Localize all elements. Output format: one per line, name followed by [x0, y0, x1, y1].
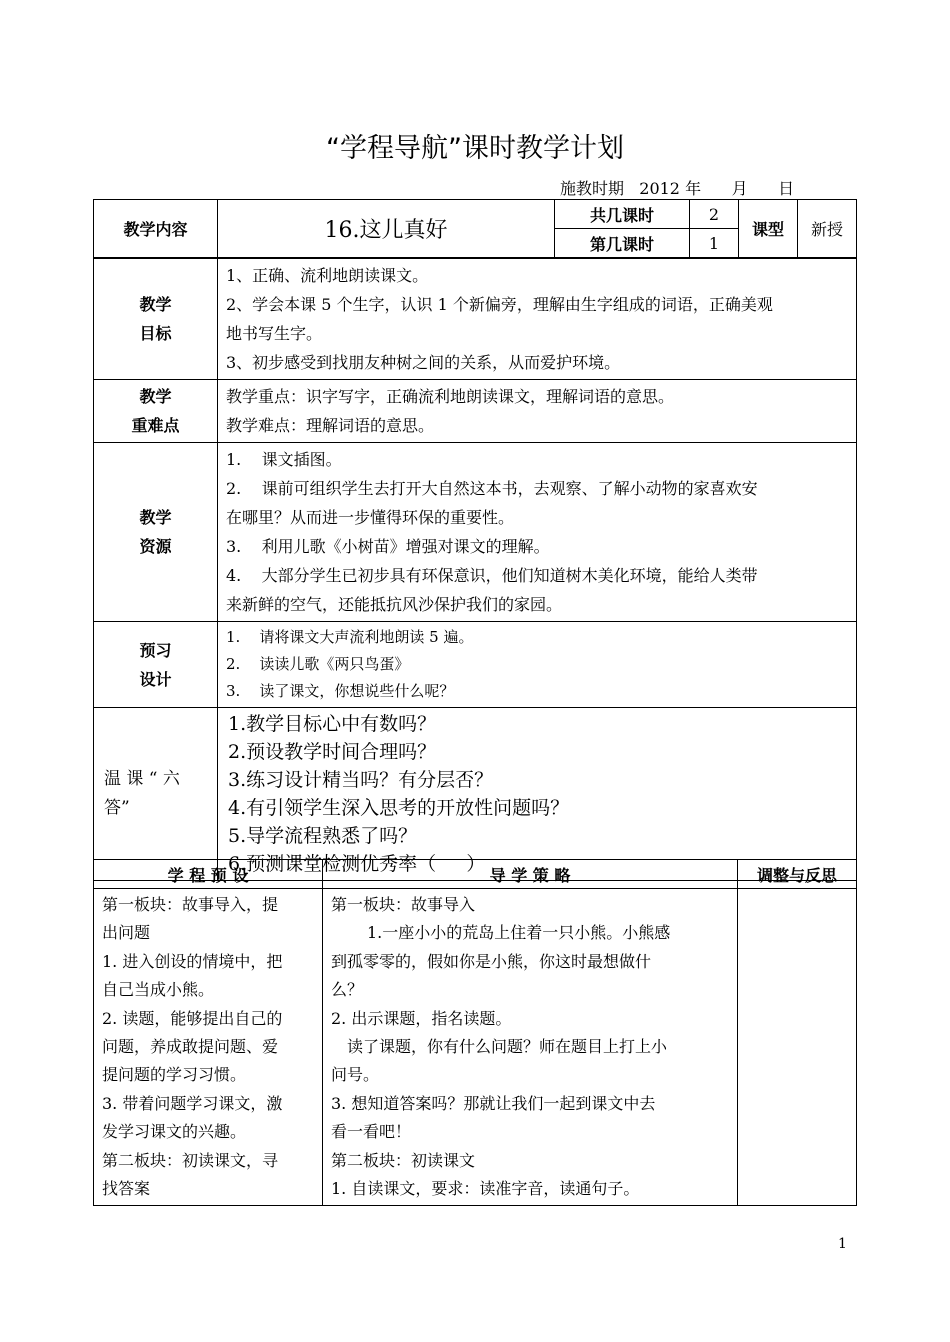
resources-content: [218, 443, 857, 622]
goal-line: 1、正确、流利地朗读课文。: [226, 266, 429, 285]
review-label: 温 课 “ 六 答”: [94, 708, 218, 881]
reflection-column: [738, 889, 857, 1206]
goals-row: [94, 259, 857, 380]
strategy-column: [323, 889, 738, 1206]
header-table: [93, 199, 857, 258]
strategy-line: 1. 自读课文，要求：读准字音，读通句子。: [331, 1179, 640, 1199]
preview-line: 2. 读读儿歌《两只鸟蛋》: [226, 655, 410, 673]
resource-line: 在哪里？从而进一步懂得环保的重要性。: [226, 508, 515, 527]
strategy-line: 第二板块：初读课文: [331, 1150, 476, 1170]
learning-line: 3. 带着问题学习课文，激: [102, 1093, 283, 1113]
preview-line: 1. 请将课文大声流利地朗读 5 遍。: [226, 628, 474, 646]
key-point-line: 教学难点：理解词语的意思。: [226, 416, 435, 435]
strategy-line: 3. 想知道答案吗？那就让我们一起到课文中去: [331, 1093, 656, 1113]
nth-period-label: 第几课时: [555, 229, 690, 258]
review-question: 3.练习设计精当吗？有分层否？: [228, 769, 494, 791]
lesson-type-label: 课型: [739, 200, 798, 258]
review-question: 5.导学流程熟悉了吗？: [228, 825, 418, 847]
preview-row: [94, 622, 857, 708]
learning-column: [94, 889, 323, 1206]
total-periods-label: 共几课时: [555, 200, 690, 229]
resources-row: [94, 443, 857, 622]
plan-info-table: [93, 258, 857, 881]
key-point-line: 教学重点：识字写字，正确流利地朗读课文，理解词语的意思。: [226, 387, 675, 406]
plan-table: [93, 859, 857, 1206]
goal-line: 2、学会本课 5 个生字，认识 1 个新偏旁，理解由生字组成的词语，正确美观: [226, 295, 773, 314]
resource-line: 4. 大部分学生已初步具有环保意识，他们知道树木美化环境，能给人类带: [226, 566, 758, 585]
learning-line: 1. 进入创设的情境中，把: [102, 951, 283, 971]
key-points-label: 教学 重难点: [94, 380, 218, 443]
learning-line: 自己当成小熊。: [102, 980, 215, 1000]
key-points-row: [94, 380, 857, 443]
review-question: 6.预测课堂检测优秀率（ ）: [228, 853, 486, 875]
resources-label: 教学 资源: [94, 443, 218, 622]
strategy-line: 么？: [331, 980, 364, 1000]
strategy-line: 第一板块：故事导入: [331, 895, 476, 914]
strategy-line: 读了课题，你有什么问题？师在题目上打上小: [347, 1037, 668, 1057]
preview-label: 预习 设计: [94, 622, 218, 708]
learning-line: 出问题: [102, 923, 151, 943]
review-question: 2.预设教学时间合理吗？: [228, 741, 437, 763]
preview-content: [218, 622, 857, 708]
learning-line: 提问题的学习习惯。: [102, 1065, 247, 1085]
strategy-line: 看一看吧！: [331, 1122, 412, 1142]
key-points-content: [218, 380, 857, 443]
strategy-line: 到孤零零的，假如你是小熊，你这时最想做什: [331, 951, 652, 971]
goal-line: 3、初步感受到找朋友种树之间的关系，从而爱护环境。: [226, 353, 621, 372]
review-question: 4.有引领学生深入思考的开放性问题吗？: [228, 797, 570, 819]
strategy-line: 问号。: [331, 1065, 380, 1085]
resource-line: 2. 课前可组织学生去打开大自然这本书，去观察、了解小动物的家喜欢安: [226, 479, 758, 498]
lesson-type-value: 新授: [798, 200, 857, 258]
review-content: [218, 708, 857, 881]
nth-period-value: 1: [690, 229, 739, 258]
learning-line: 问题，养成敢提问题、爱: [102, 1037, 279, 1057]
page-number: 1: [838, 1236, 847, 1252]
strategy-line: 2. 出示课题，指名读题。: [331, 1008, 512, 1028]
strategy-line: 1.一座小小的荒岛上住着一只小熊。小熊感: [367, 923, 671, 943]
total-periods-value: 2: [690, 200, 739, 229]
goals-content: [218, 259, 857, 380]
content-label: 教学内容: [94, 200, 218, 258]
learning-line: 第一板块：故事导入，提: [102, 895, 279, 914]
resource-line: 来新鲜的空气，还能抵抗风沙保护我们的家园。: [226, 595, 563, 614]
resource-line: 3. 利用儿歌《小树苗》增强对课文的理解。: [226, 537, 550, 556]
review-question: 1.教学目标心中有数吗？: [228, 713, 437, 735]
col-header-strategy: 导 学 策 略: [323, 860, 738, 889]
date-line: 施教时期 2012 年 月 日: [560, 179, 795, 198]
page-title: “学程导航”课时教学计划: [326, 133, 624, 164]
learning-line: 找答案: [102, 1179, 151, 1199]
goal-line: 地书写生字。: [226, 324, 323, 343]
col-header-reflection: 调整与反思: [738, 860, 857, 889]
lesson-title: 16.这儿真好: [218, 200, 555, 258]
learning-line: 2. 读题，能够提出自己的: [102, 1008, 283, 1028]
preview-line: 3. 读了课文，你想说些什么呢？: [226, 682, 455, 700]
resource-line: 1. 课文插图。: [226, 450, 342, 469]
learning-line: 发学习课文的兴趣。: [102, 1122, 247, 1142]
review-row: [94, 708, 857, 881]
learning-line: 第二板块：初读课文，寻: [102, 1150, 279, 1170]
goals-label: 教学 目标: [94, 259, 218, 380]
col-header-learning: 学 程 预 设: [94, 860, 323, 889]
